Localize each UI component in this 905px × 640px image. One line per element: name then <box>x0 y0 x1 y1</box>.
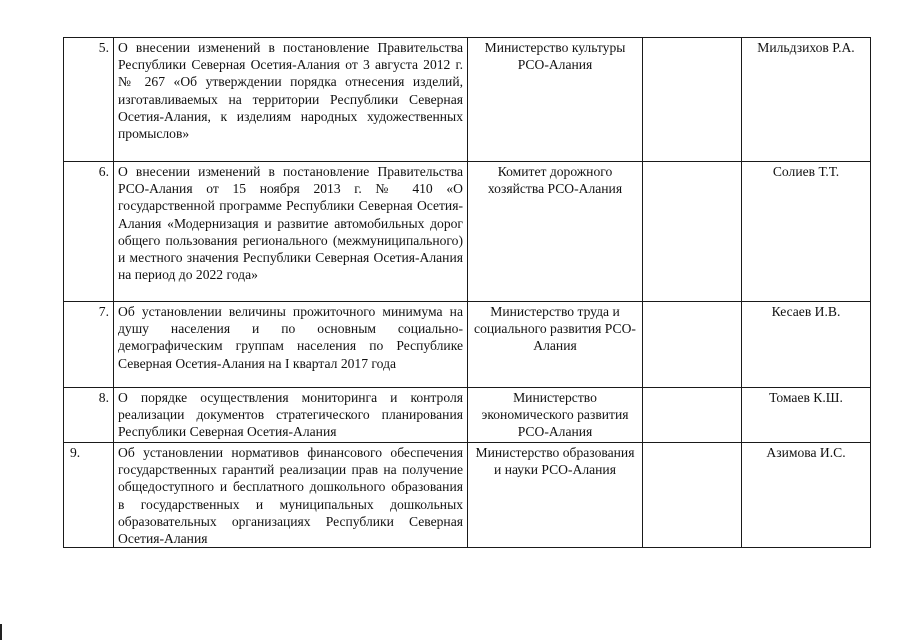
act-title: О внесении изменений в постановление Правительства РСО-Алания от 15 ноября 2013 г. № 410 «О государственной программе Республики Северная Осетия-Алания «Модернизация и развитие автомобильных дорог общего пользования регионального (межмуниципального) и местного значения Республики Северная Осетия-Алания на период до 2022 года» <box>114 162 468 302</box>
table-row <box>64 302 871 388</box>
scan-edge-mark <box>0 624 2 640</box>
responsible-person: Азимова И.С. <box>742 443 871 548</box>
table-row <box>64 38 871 162</box>
responsible-ministry: Комитет дорожного хозяйства РСО-Алания <box>468 162 643 302</box>
responsible-ministry: Министерство экономического развития РСО-Алания <box>468 388 643 443</box>
empty-cell <box>643 302 742 388</box>
row-number: 8. <box>64 388 114 443</box>
empty-cell <box>643 162 742 302</box>
act-title: Об установлении величины прожиточного минимума на душу населения и по основным социально-демографическим группам населения по Республике Северная Осетия-Алания на I квартал 2017 года <box>114 302 468 388</box>
responsible-person: Мильдзихов Р.А. <box>742 38 871 162</box>
responsible-person: Солиев Т.Т. <box>742 162 871 302</box>
row-number: 9. <box>64 443 114 548</box>
act-title: Об установлении нормативов финансового обеспечения государственных гарантий реализации прав на получение общедоступного и бесплатного дошкольного образования в государственных и муниципальных дошкольных образовательных организациях Республики Северная Осетия-Алания <box>114 443 468 548</box>
row-number: 5. <box>64 38 114 162</box>
table-row <box>64 443 871 548</box>
table-row <box>64 388 871 443</box>
empty-cell <box>643 388 742 443</box>
row-number: 6. <box>64 162 114 302</box>
act-title: О порядке осуществления мониторинга и контроля реализации документов стратегического планирования Республики Северная Осетия-Алания <box>114 388 468 443</box>
empty-cell <box>643 38 742 162</box>
document-table <box>63 37 871 548</box>
responsible-ministry: Министерство культуры РСО-Алания <box>468 38 643 162</box>
act-title: О внесении изменений в постановление Правительства Республики Северная Осетия-Алания от 3 августа 2012 г. № 267 «Об утверждении порядка отнесения изделий, изготавливаемых на территории Республики Северная Осетия-Алания, к изделиям народных художественных промыслов» <box>114 38 468 162</box>
responsible-person: Кесаев И.В. <box>742 302 871 388</box>
responsible-person: Томаев К.Ш. <box>742 388 871 443</box>
table-row <box>64 162 871 302</box>
empty-cell <box>643 443 742 548</box>
responsible-ministry: Министерство труда и социального развития РСО-Алания <box>468 302 643 388</box>
responsible-ministry: Министерство образования и науки РСО-Алания <box>468 443 643 548</box>
row-number: 7. <box>64 302 114 388</box>
